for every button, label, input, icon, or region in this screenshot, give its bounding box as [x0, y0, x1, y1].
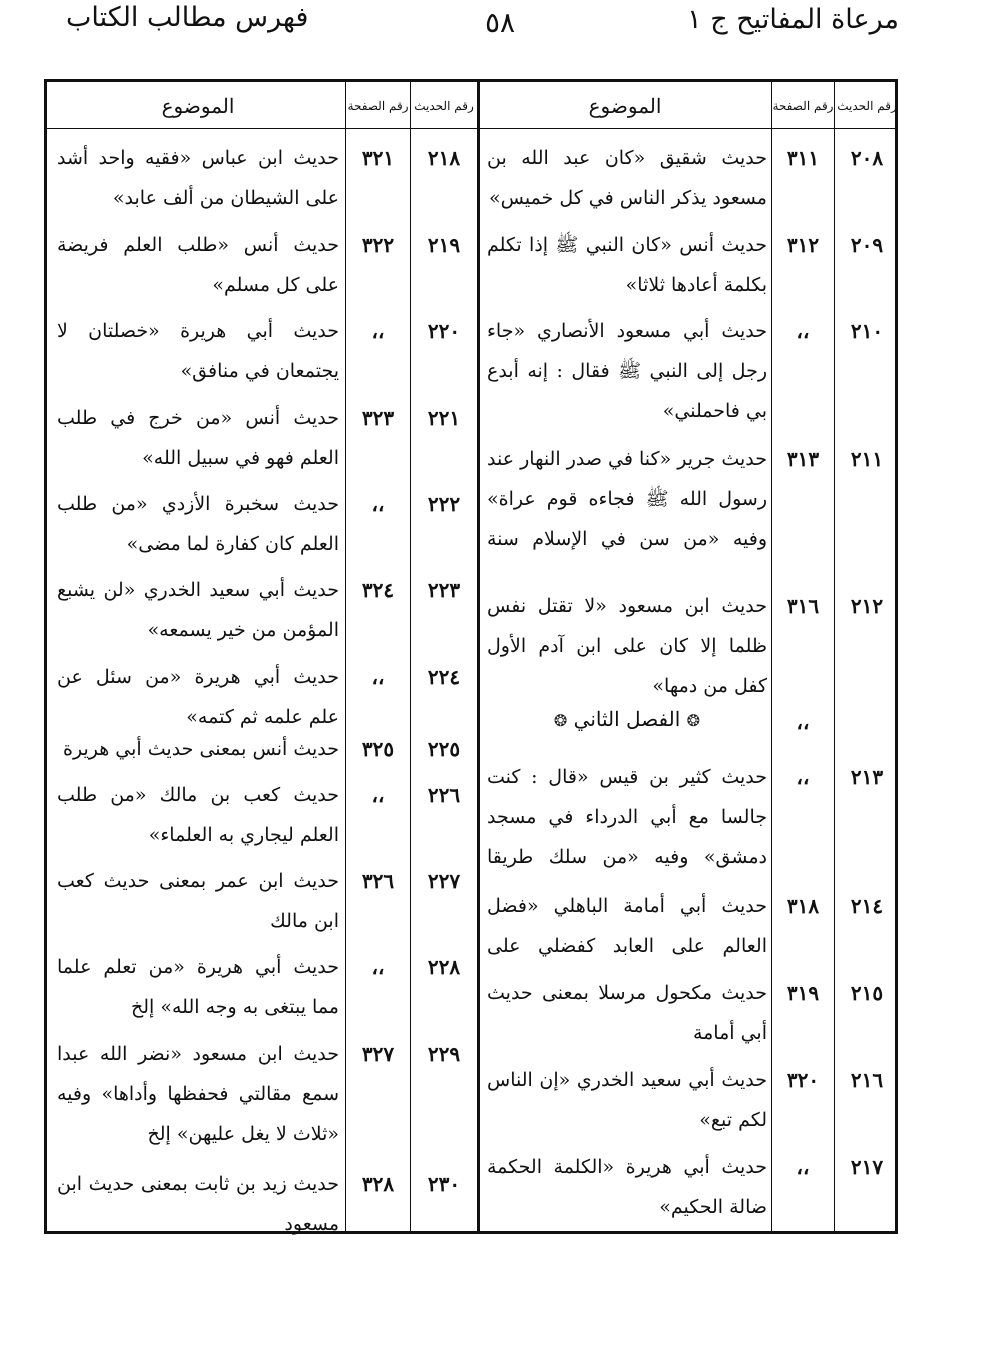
hadith-number: ٢١٢: [850, 594, 884, 618]
hadith-number: ٢٢٠: [427, 319, 461, 343]
hadith-number: ٢٢٥: [427, 737, 461, 761]
hadith-number: ٢١٦: [850, 1068, 884, 1092]
hadith-number: ٢١١: [850, 447, 884, 471]
hadith-number: ٢٢٩: [427, 1042, 461, 1066]
index-table: [44, 79, 898, 1234]
entry-subject: حديث كعب بن مالك «من طلب العلم ليجاري به العلماء»: [57, 784, 339, 846]
hadith-number: ٢٣٠: [427, 1172, 461, 1196]
entry-subject: حديث أبي مسعود الأنصاري «جاء رجل إلى النبي ﷺ فقال : إنه أبدع بي فاحملني»: [487, 320, 767, 422]
page-number-cell: ٣١١: [786, 146, 820, 170]
column-rule: [410, 82, 411, 1231]
page-number-cell: ،،: [796, 319, 810, 343]
page-number-cell: ،،: [796, 710, 810, 734]
entry-subject: حديث زيد بن ثابت بمعنى حديث ابن مسعود: [57, 1173, 339, 1235]
page-number-cell: ٣٢٨: [361, 1172, 395, 1196]
book-title: مرعاة المفاتيح ج ١: [687, 4, 899, 35]
entry-subject: حديث أبي سعيد الخدري «لن يشبع المؤمن من خير يسمعه»: [57, 579, 339, 641]
hadith-number: ٢١٣: [850, 765, 884, 789]
page-number-cell: ٣٢٤: [361, 578, 395, 602]
entry-subject: حديث مكحول مرسلا بمعنى حديث أبي أمامة: [487, 982, 767, 1044]
page-number-cell: ٣٢٣: [361, 406, 395, 430]
hadith-number: ٢٢١: [427, 406, 461, 430]
page-number-cell: ٣٢٥: [361, 737, 395, 761]
col-header-page-right: رقم الصفحة: [773, 99, 833, 113]
page-number-cell: ٣٢٢: [361, 233, 395, 257]
entry-subject: حديث أبي سعيد الخدري «إن الناس لكم تبع»: [487, 1069, 767, 1131]
page-number-cell: ،،: [371, 955, 385, 979]
hadith-number: ٢١٠: [850, 319, 884, 343]
page-number-cell: ٣٢٦: [361, 869, 395, 893]
entry-subject: حديث أبي هريرة «من تعلم علما مما يبتغى به وجه الله» إلخ: [57, 956, 339, 1018]
hadith-number: ٢٢٦: [427, 783, 461, 807]
hadith-number: ٢٠٩: [850, 233, 884, 257]
entry-subject: حديث أنس «كان النبي ﷺ إذا تكلم بكلمة أعادها ثلاثا»: [487, 234, 767, 296]
section-title-row: [489, 699, 765, 741]
center-rule: [477, 82, 480, 1231]
page-number-cell: ،،: [371, 492, 385, 516]
entry-subject: حديث أبي أمامة الباهلي «فضل العالم على العابد كفضلي على: [487, 895, 767, 957]
hadith-number: ٢١٨: [427, 146, 461, 170]
col-header-subject-right: الموضوع: [588, 94, 662, 118]
entry-subject: حديث أبي هريرة «خصلتان لا يجتمعان في منافق»: [57, 320, 339, 382]
header-rule: [47, 128, 895, 129]
entry-subject: حديث ابن عمر بمعنى حديث كعب ابن مالك: [57, 870, 339, 932]
page-number-cell: ٣٢١: [361, 146, 395, 170]
entry-subject: حديث ابن مسعود «نضر الله عبدا سمع مقالتي فحفظها وأداها» وفيه «ثلاث لا يغل عليهن» إلخ: [57, 1043, 339, 1145]
column-rule: [771, 82, 772, 1231]
hadith-number: ٢٢٢: [427, 492, 461, 516]
index-title: فهرس مطالب الكتاب: [66, 2, 309, 33]
entry-subject: حديث أنس بمعنى حديث أبي هريرة: [63, 738, 339, 760]
page-number-cell: ٣١٣: [786, 447, 820, 471]
entry-subject: حديث ابن عباس «فقيه واحد أشد على الشيطان من ألف عابد»: [57, 147, 339, 209]
col-header-page-left: رقم الصفحة: [347, 99, 409, 113]
entry-subject: حديث شقيق «كان عبد الله بن مسعود يذكر الناس في كل خميس»: [487, 147, 767, 209]
page-number-cell: ،،: [796, 1155, 810, 1179]
hadith-number: ٢٠٨: [850, 146, 884, 170]
page-number-cell: ٣١٦: [786, 594, 820, 618]
page-number: ٥٨: [484, 6, 516, 39]
entry-subject: حديث ابن مسعود «لا تقتل نفس ظلما إلا كان على ابن آدم الأول كفل من دمها»: [487, 595, 767, 697]
hadith-number: ٢٢٧: [427, 869, 461, 893]
hadith-number: ٢١٧: [850, 1155, 884, 1179]
section-ornament-right-icon: ❂: [686, 711, 701, 730]
page-number-cell: ٣١٩: [786, 981, 820, 1005]
entry-subject: حديث جرير «كنا في صدر النهار عند رسول الله ﷺ فجاءه قوم عراة» وفيه «من سن في الإسلام سنة: [487, 448, 767, 550]
page-number-cell: ٣٢٧: [361, 1042, 395, 1066]
entry-subject: حديث كثير بن قيس «قال : كنت جالسا مع أبي الدرداء في مسجد دمشق» وفيه «من سلك طريقا: [487, 766, 767, 868]
page-number-cell: ،،: [796, 765, 810, 789]
entry-subject: حديث أنس «من خرج في طلب العلم فهو في سبيل الله»: [57, 407, 339, 469]
hadith-number: ٢١٩: [427, 233, 461, 257]
hadith-number: ٢٢٣: [427, 578, 461, 602]
hadith-number: ٢٢٤: [427, 665, 461, 689]
entry-subject: حديث أنس «طلب العلم فريضة على كل مسلم»: [57, 234, 339, 296]
page-number-cell: ،،: [371, 319, 385, 343]
column-rule: [834, 82, 835, 1231]
entry-subject: حديث سخبرة الأزدي «من طلب العلم كان كفارة لما مضى»: [57, 493, 339, 555]
entry-subject: حديث أبي هريرة «الكلمة الحكمة ضالة الحكيم»: [487, 1156, 767, 1218]
page-number-cell: ،،: [371, 665, 385, 689]
page-number-cell: ٣٢٠: [786, 1068, 820, 1092]
section-title: الفصل الثاني: [573, 707, 681, 731]
col-header-hadith-left: رقم الحديث: [414, 99, 474, 113]
section-ornament-left-icon: ❂: [553, 711, 568, 730]
col-header-subject-left: الموضوع: [161, 94, 235, 118]
page-number-cell: ٣١٢: [786, 233, 820, 257]
page-number-cell: ٣١٨: [786, 894, 820, 918]
column-rule: [345, 82, 346, 1231]
hadith-number: ٢١٤: [850, 894, 884, 918]
hadith-number: ٢٢٨: [427, 955, 461, 979]
hadith-number: ٢١٥: [850, 981, 884, 1005]
col-header-hadith-right: رقم الحديث: [837, 99, 897, 113]
entry-subject: حديث أبي هريرة «من سئل عن علم علمه ثم كتمه»: [57, 666, 339, 728]
page-number-cell: ،،: [371, 783, 385, 807]
